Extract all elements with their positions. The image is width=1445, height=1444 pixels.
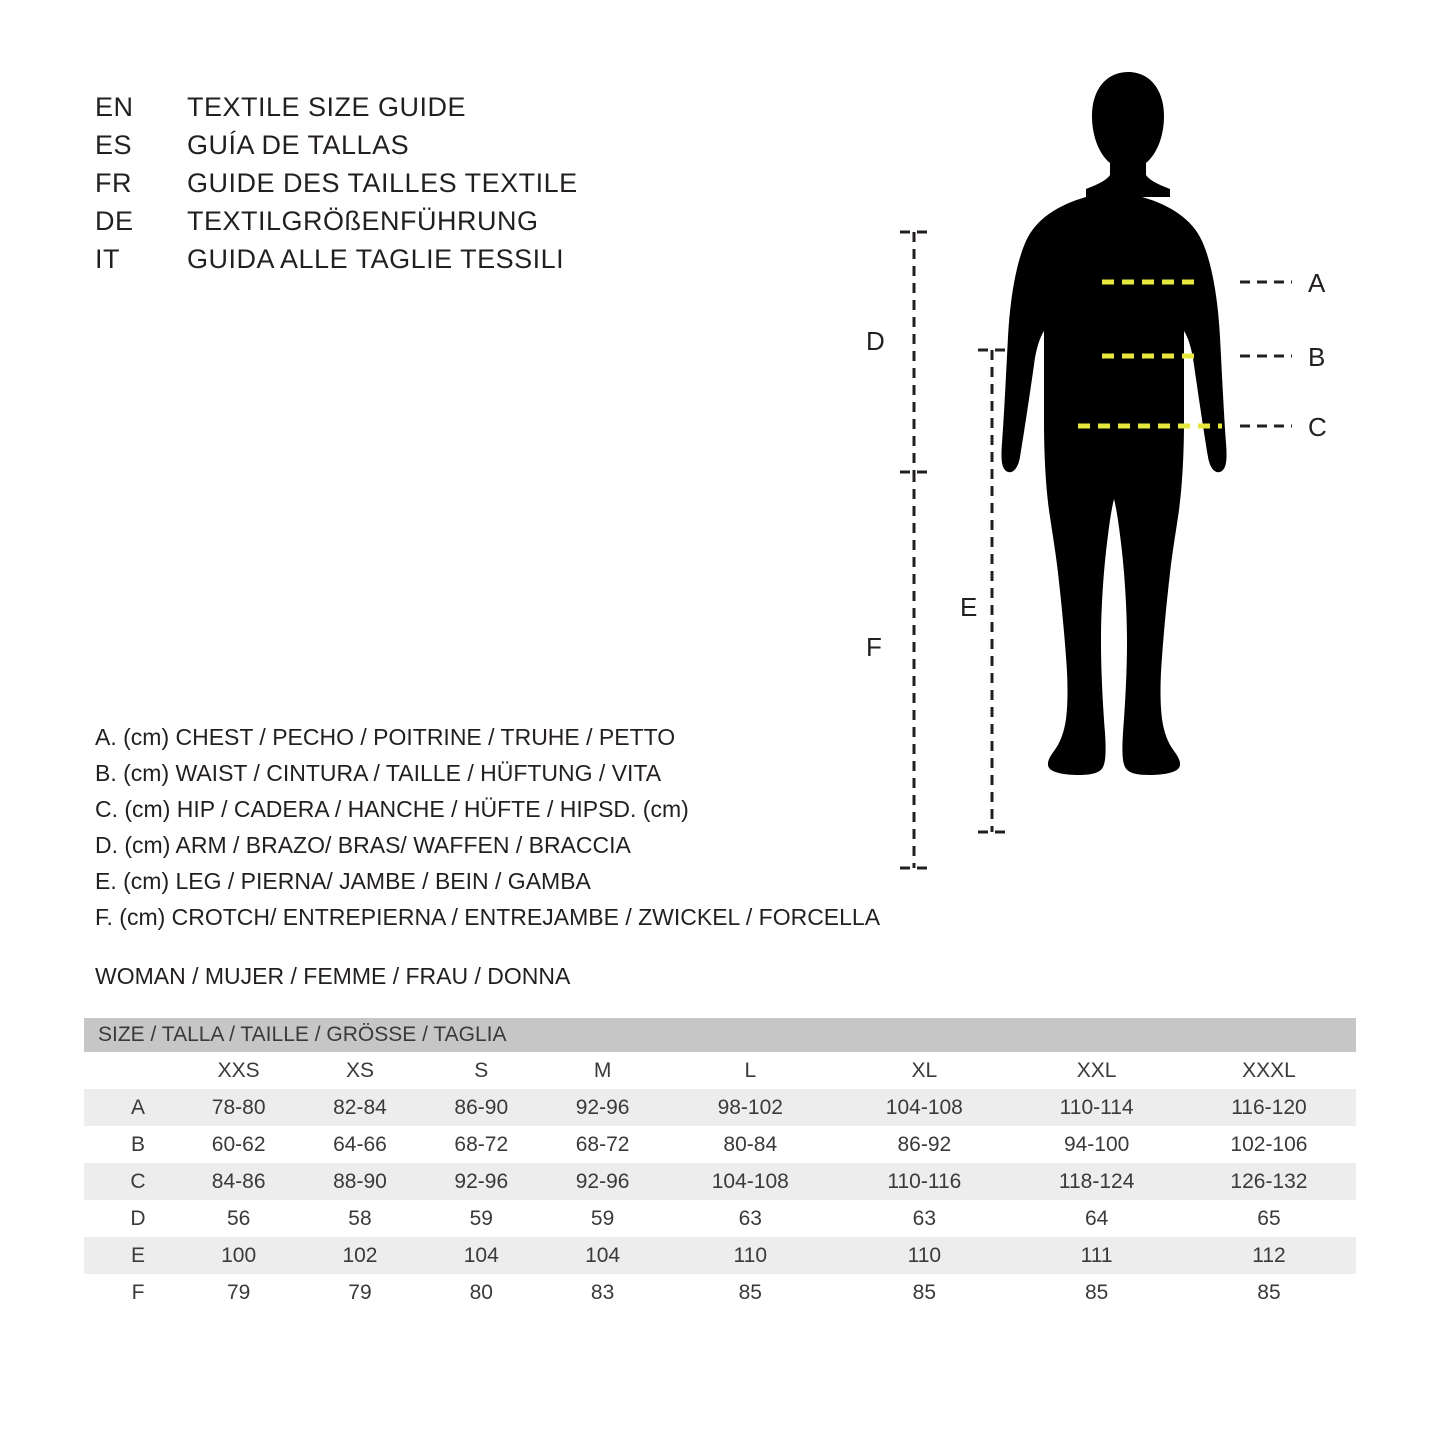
table-row [84,1200,1356,1237]
size-table [84,1018,1356,1311]
cell-e-xl: 110 [907,1243,942,1267]
callout-E: E [960,592,978,622]
title-row [95,206,578,244]
cell-e-xxxl: 112 [1252,1243,1286,1267]
title-row [95,130,578,168]
measurement-figure [840,60,1400,900]
cell-b-m: 68-72 [575,1132,630,1156]
cell-e-xs: 102 [342,1243,378,1267]
row-label-f: F [131,1280,145,1304]
cell-b-xl: 86-92 [897,1132,952,1156]
cell-b-xxs: 60-62 [211,1132,266,1156]
table-header-l: L [663,1052,837,1089]
table-row [84,1089,1356,1126]
cell-b-s: 68-72 [454,1132,509,1156]
legend-item-crotch: F. (cm) CROTCH/ ENTREPIERNA / ENTREJAMBE / ZWICKEL / FORCELLA [95,904,881,930]
body-silhouette [1001,72,1226,775]
cell-d-xs: 58 [348,1206,372,1230]
cell-e-l: 110 [733,1243,768,1267]
row-label-c: C [130,1169,146,1193]
title-text: TEXTILGRÖßENFÜHRUNG [187,206,539,236]
title-text: GUÍA DE TALLAS [187,130,410,160]
title-text: TEXTILE SIZE GUIDE [187,92,467,122]
cell-d-xxl: 64 [1084,1206,1109,1230]
table-header-xxs: XXS [178,1052,299,1089]
legend-item-leg: E. (cm) LEG / PIERNA/ JAMBE / BEIN / GAMBA [95,868,591,894]
title-row [95,168,578,206]
cell-c-xxxl: 126-132 [1230,1169,1308,1193]
callout-A: A [1308,268,1326,298]
table-header-s: S [421,1052,542,1089]
table-row [84,1163,1356,1200]
table-row [84,1274,1356,1311]
cell-a-s: 86-90 [454,1095,509,1119]
table-header-row [84,1052,1356,1089]
title-text: GUIDA ALLE TAGLIE TESSILI [187,244,565,274]
title-block [95,92,578,282]
cell-f-xxxl: 85 [1257,1280,1281,1304]
table-row [84,1126,1356,1163]
cell-c-xxs: 84-86 [211,1169,266,1193]
cell-e-xxs: 100 [221,1243,257,1267]
cell-a-m: 92-96 [575,1095,630,1119]
cell-d-s: 59 [469,1206,493,1230]
legend-item-waist: B. (cm) WAIST / CINTURA / TAILLE / HÜFTUNG / VITA [95,760,662,786]
cell-a-xs: 82-84 [333,1095,387,1119]
legend-item-arm: D. (cm) ARM / BRAZO/ BRAS/ WAFFEN / BRACCIA [95,832,631,858]
callout-D: D [866,326,885,356]
cell-e-m: 104 [585,1243,621,1267]
table-header-xxl: XXL [1011,1052,1182,1089]
cell-e-xxl: 111 [1080,1243,1113,1267]
cell-f-xxs: 79 [226,1280,251,1304]
row-label-a: A [130,1095,145,1119]
title-row [95,92,578,130]
legend-item-hip: C. (cm) HIP / CADERA / HANCHE / HÜFTE / HIPSD. (cm) [95,796,689,822]
cell-d-l: 63 [738,1206,762,1230]
cell-b-xxxl: 102-106 [1230,1132,1308,1156]
table-header-xxxl: XXXL [1182,1052,1356,1089]
cell-c-xxl: 118-124 [1058,1169,1135,1193]
gender-label: WOMAN / MUJER / FEMME / FRAU / DONNA [95,963,571,989]
title-lang: EN [95,92,134,122]
cell-a-xxxl: 116-120 [1231,1095,1307,1119]
cell-d-xl: 63 [912,1206,937,1230]
cell-f-m: 83 [590,1280,615,1304]
cell-d-xxs: 56 [226,1206,251,1230]
table-header-xl: XL [837,1052,1011,1089]
cell-e-s: 104 [463,1243,499,1267]
callout-B: B [1308,342,1326,372]
cell-d-xxxl: 65 [1257,1206,1281,1230]
cell-b-l: 80-84 [723,1132,778,1156]
title-lang: IT [95,244,120,274]
table-header-xs: XS [299,1052,420,1089]
cell-d-m: 59 [590,1206,615,1230]
cell-c-s: 92-96 [454,1169,509,1193]
callout-F: F [866,632,882,662]
row-label-e: E [130,1243,145,1267]
table-row [84,1237,1356,1274]
cell-f-l: 85 [738,1280,762,1304]
cell-a-xxs: 78-80 [211,1095,266,1119]
cell-a-l: 98-102 [717,1095,783,1119]
title-text: GUIDE DES TAILLES TEXTILE [187,168,578,198]
cell-f-xl: 85 [912,1280,937,1304]
size-band-label: SIZE / TALLA / TAILLE / GRÖSSE / TAGLIA [84,1018,1356,1052]
cell-c-xl: 110-116 [887,1169,962,1193]
cell-b-xxl: 94-100 [1063,1132,1130,1156]
row-label-b: B [130,1132,145,1156]
cell-c-m: 92-96 [575,1169,630,1193]
title-row [95,244,578,282]
title-lang: FR [95,168,132,198]
cell-a-xl: 104-108 [885,1095,963,1119]
title-lang: DE [95,206,134,236]
cell-a-xxl: 110-114 [1059,1095,1134,1119]
cell-c-xs: 88-90 [333,1169,387,1193]
legend-item-chest: A. (cm) CHEST / PECHO / POITRINE / TRUHE / PETTO [95,724,676,750]
cell-f-s: 80 [469,1280,493,1304]
row-label-d: D [130,1206,146,1230]
cell-b-xs: 64-66 [333,1132,387,1156]
table-header-corner [84,1052,178,1089]
cell-f-xs: 79 [348,1280,372,1304]
table-header-m: M [542,1052,663,1089]
legend-block [95,724,880,940]
cell-c-l: 104-108 [711,1169,789,1193]
table-band-row [84,1018,1356,1052]
callout-C: C [1308,412,1327,442]
title-lang: ES [95,130,133,160]
cell-f-xxl: 85 [1084,1280,1109,1304]
